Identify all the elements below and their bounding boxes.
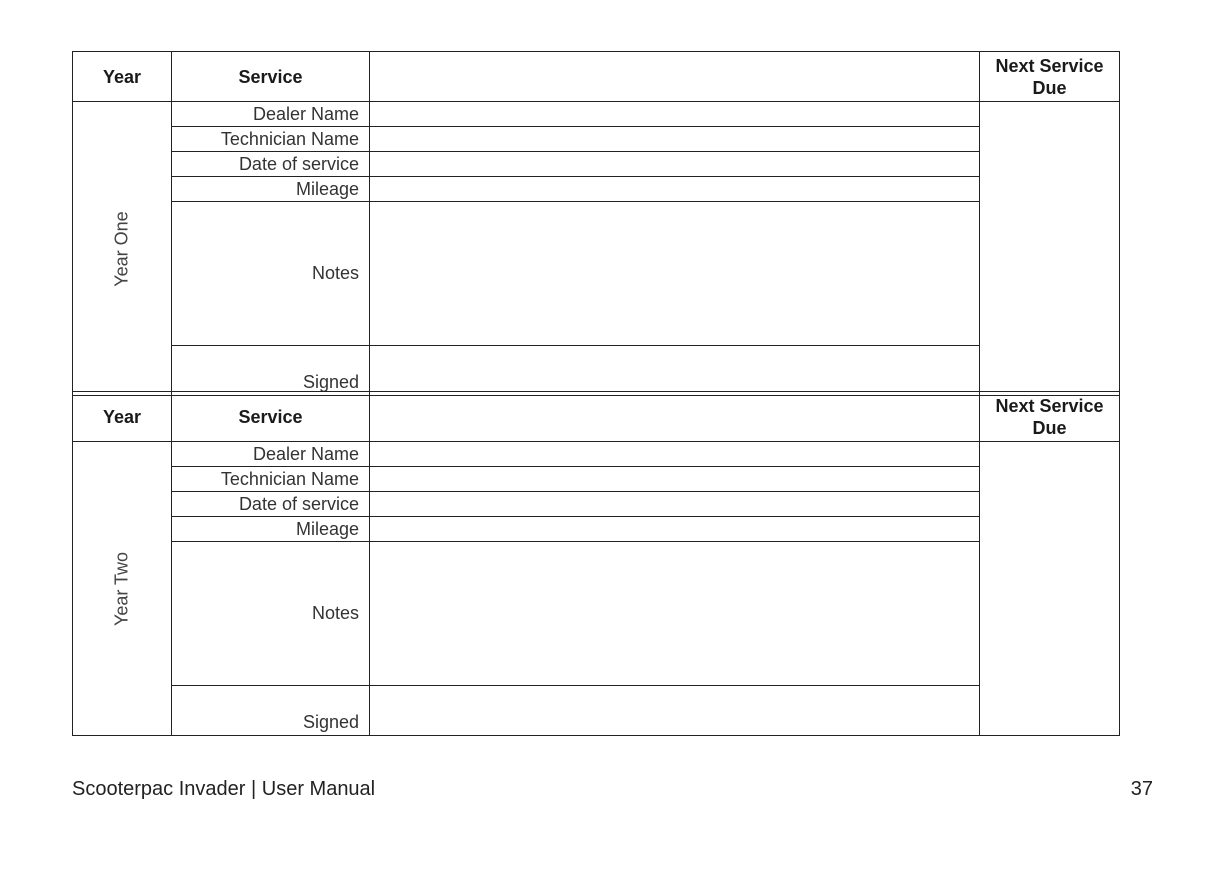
next-service-header: Next Service Due (980, 52, 1120, 102)
dealer-label: Dealer Name (172, 442, 370, 467)
mileage-value[interactable] (370, 517, 980, 542)
blank-header (370, 52, 980, 102)
service-header: Service (172, 52, 370, 102)
notes-value[interactable] (370, 542, 980, 686)
next-service-value[interactable] (980, 442, 1120, 736)
dealer-label: Dealer Name (172, 102, 370, 127)
mileage-label: Mileage (172, 177, 370, 202)
service-header: Service (172, 392, 370, 442)
date-row (73, 492, 1120, 517)
year-cell (73, 102, 172, 396)
page-number: 37 (1130, 778, 1153, 800)
mileage-label: Mileage (172, 517, 370, 542)
notes-value[interactable] (370, 202, 980, 346)
signed-value[interactable] (370, 686, 980, 736)
next-service-value[interactable] (980, 102, 1120, 396)
technician-label: Technician Name (172, 467, 370, 492)
dealer-value[interactable] (370, 442, 980, 467)
service-log-year-one (72, 51, 1120, 396)
signed-row (73, 686, 1120, 736)
dealer-row (73, 442, 1120, 467)
technician-value[interactable] (370, 467, 980, 492)
signed-value[interactable] (370, 346, 980, 396)
year-cell (73, 442, 172, 736)
year-header: Year (73, 392, 172, 442)
header-row (73, 392, 1120, 442)
mileage-row (73, 517, 1120, 542)
dealer-value[interactable] (370, 102, 980, 127)
footer-title: Scooterpac Invader | User Manual (72, 778, 376, 800)
mileage-value[interactable] (370, 177, 980, 202)
date-value[interactable] (370, 152, 980, 177)
blank-header (370, 392, 980, 442)
technician-value[interactable] (370, 127, 980, 152)
dealer-row (73, 102, 1120, 127)
notes-row (73, 202, 1120, 346)
signed-label: Signed (172, 686, 370, 736)
next-service-header: Next Service Due (980, 392, 1120, 442)
service-log-year-two (72, 391, 1120, 736)
notes-label: Notes (172, 542, 370, 686)
signed-label: Signed (172, 346, 370, 396)
technician-row (73, 467, 1120, 492)
technician-label: Technician Name (172, 127, 370, 152)
signed-row (73, 346, 1120, 396)
year-label: Year One (111, 210, 132, 287)
notes-row (73, 542, 1120, 686)
notes-label: Notes (172, 202, 370, 346)
technician-row (73, 127, 1120, 152)
date-label: Date of service (172, 152, 370, 177)
header-row (73, 52, 1120, 102)
date-value[interactable] (370, 492, 980, 517)
date-label: Date of service (172, 492, 370, 517)
date-row (73, 152, 1120, 177)
mileage-row (73, 177, 1120, 202)
year-label: Year Two (111, 551, 132, 626)
year-header: Year (73, 52, 172, 102)
